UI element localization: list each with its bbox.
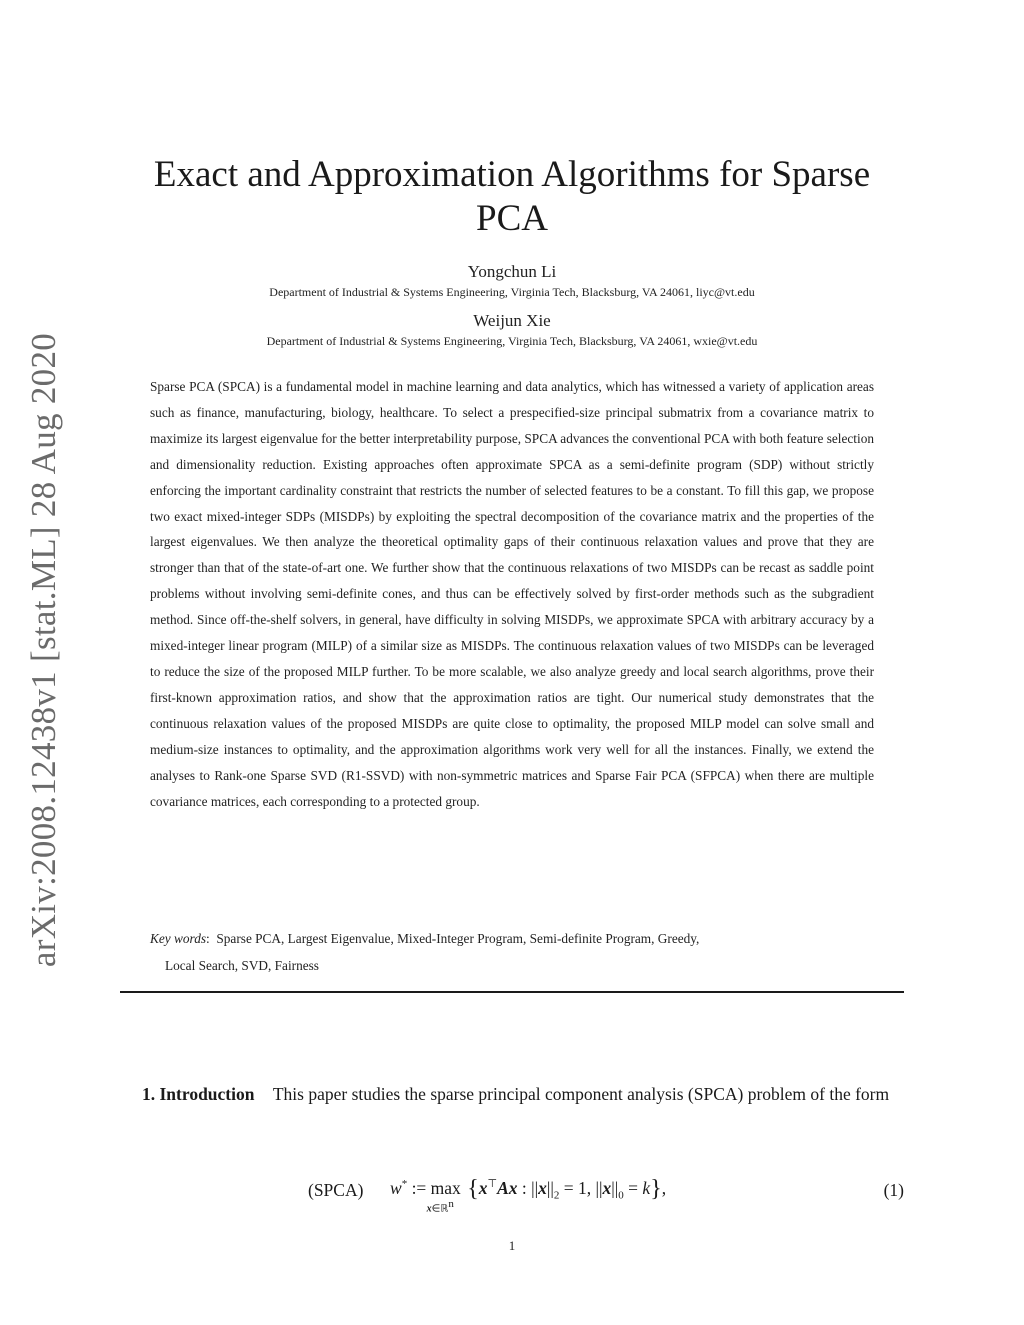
introduction-section — [120, 1076, 904, 1112]
keywords — [150, 926, 874, 979]
equation-number: (1) — [883, 1180, 904, 1200]
author-affiliation-1: Department of Industrial & Systems Engineering, Virginia Tech, Blacksburg, VA 24061, liyc@vt.edu — [269, 285, 755, 299]
equation-body: w* := max x∈ℝ$^n$ {x⊤Ax : $||x||_2 = 1$, $||x||_0 = k$}, — [390, 1176, 667, 1215]
keywords-label: Key words — [150, 931, 207, 946]
author-affiliation-2: Department of Industrial & Systems Engineering, Virginia Tech, Blacksburg, VA 24061, wxie@vt.edu — [266, 334, 758, 348]
section-title: Introduction — [159, 1084, 255, 1104]
arxiv-identifier[interactable]: arXiv:2008.12438v1 [stat.ML] 28 Aug 2020 — [24, 332, 63, 968]
keywords-colon: : — [206, 931, 214, 946]
keywords-line-1: Sparse PCA, Largest Eigenvalue, Mixed-Integer Program, Semi-definite Program, Greedy, — [216, 931, 700, 946]
author-name-1: Yongchun Li — [467, 262, 557, 281]
paper-title: Exact and Approximation Algorithms for Sparse PCA — [153, 154, 871, 239]
author-name-2: Weijun Xie — [473, 311, 551, 330]
section-number: 1. — [142, 1084, 156, 1104]
section-text: This paper studies the sparse principal component analysis (SPCA) problem of the form — [272, 1084, 890, 1104]
abstract-divider — [120, 991, 904, 993]
keywords-line-2: Local Search, SVD, Fairness — [165, 957, 319, 973]
arxiv-side-stamp — [14, 332, 74, 968]
abstract: Sparse PCA (SPCA) is a fundamental model in machine learning and data analytics, which has witnessed a variety of application areas such as finance, manufacturing, biology, healthcare. To select a prespecified-size principal submatrix from a covariance matrix to maximize its largest eigenvalue for the better interpretability purpose, SPCA advances the conventional PCA with both feature selection and dimensionality reduction. Existing approaches often approximate SPCA as a semi-definite program (SDP) without strictly enforcing the important cardinality constraint that restricts the number of selected features to be a constant. To fill this gap, we propose two exact mixed-integer SDPs (MISDPs) by exploiting the spectral decomposition of the covariance matrix and the properties of the largest eigenvalues. We then analyze the theoretical optimality gaps of their continuous relaxation values and prove that they are stronger than that of the state-of-art one. We further show that the continuous relaxations of two MISDPs can be recast as saddle point problems without involving semi-definite cones, and thus can be effectively solved by first-order methods such as the subgradient method. Since off-the-shelf solvers, in general, have difficulty in solving MISDPs, we approximate SPCA with arbitrary accuracy by a mixed-integer linear program (MILP) of a similar size as MISDPs. The continuous relaxation values of two MISDPs can be leveraged to reduce the size of the proposed MILP further. To be more scalable, we also analyze greedy and local search algorithms, prove their first-known approximation ratios, and show that the approximation ratios are tight. Our numerical study demonstrates that the continuous relaxation values of the proposed MISDPs are quite close to optimality, the proposed MILP model can solve small and medium-size instances to optimality, and the approximation algorithms work very well for all the instances. Finally, we extend the analyses to Rank-one Sparse SVD (R1-SSVD) with non-symmetric matrices and Sparse Fair PCA (SFPCA) when there are multiple covariance matrices, each corresponding to a protected group. — [150, 379, 874, 809]
equation-tag: (SPCA) — [308, 1180, 364, 1200]
equation-spca — [120, 1176, 904, 1216]
page-number: 1 — [508, 1238, 516, 1253]
